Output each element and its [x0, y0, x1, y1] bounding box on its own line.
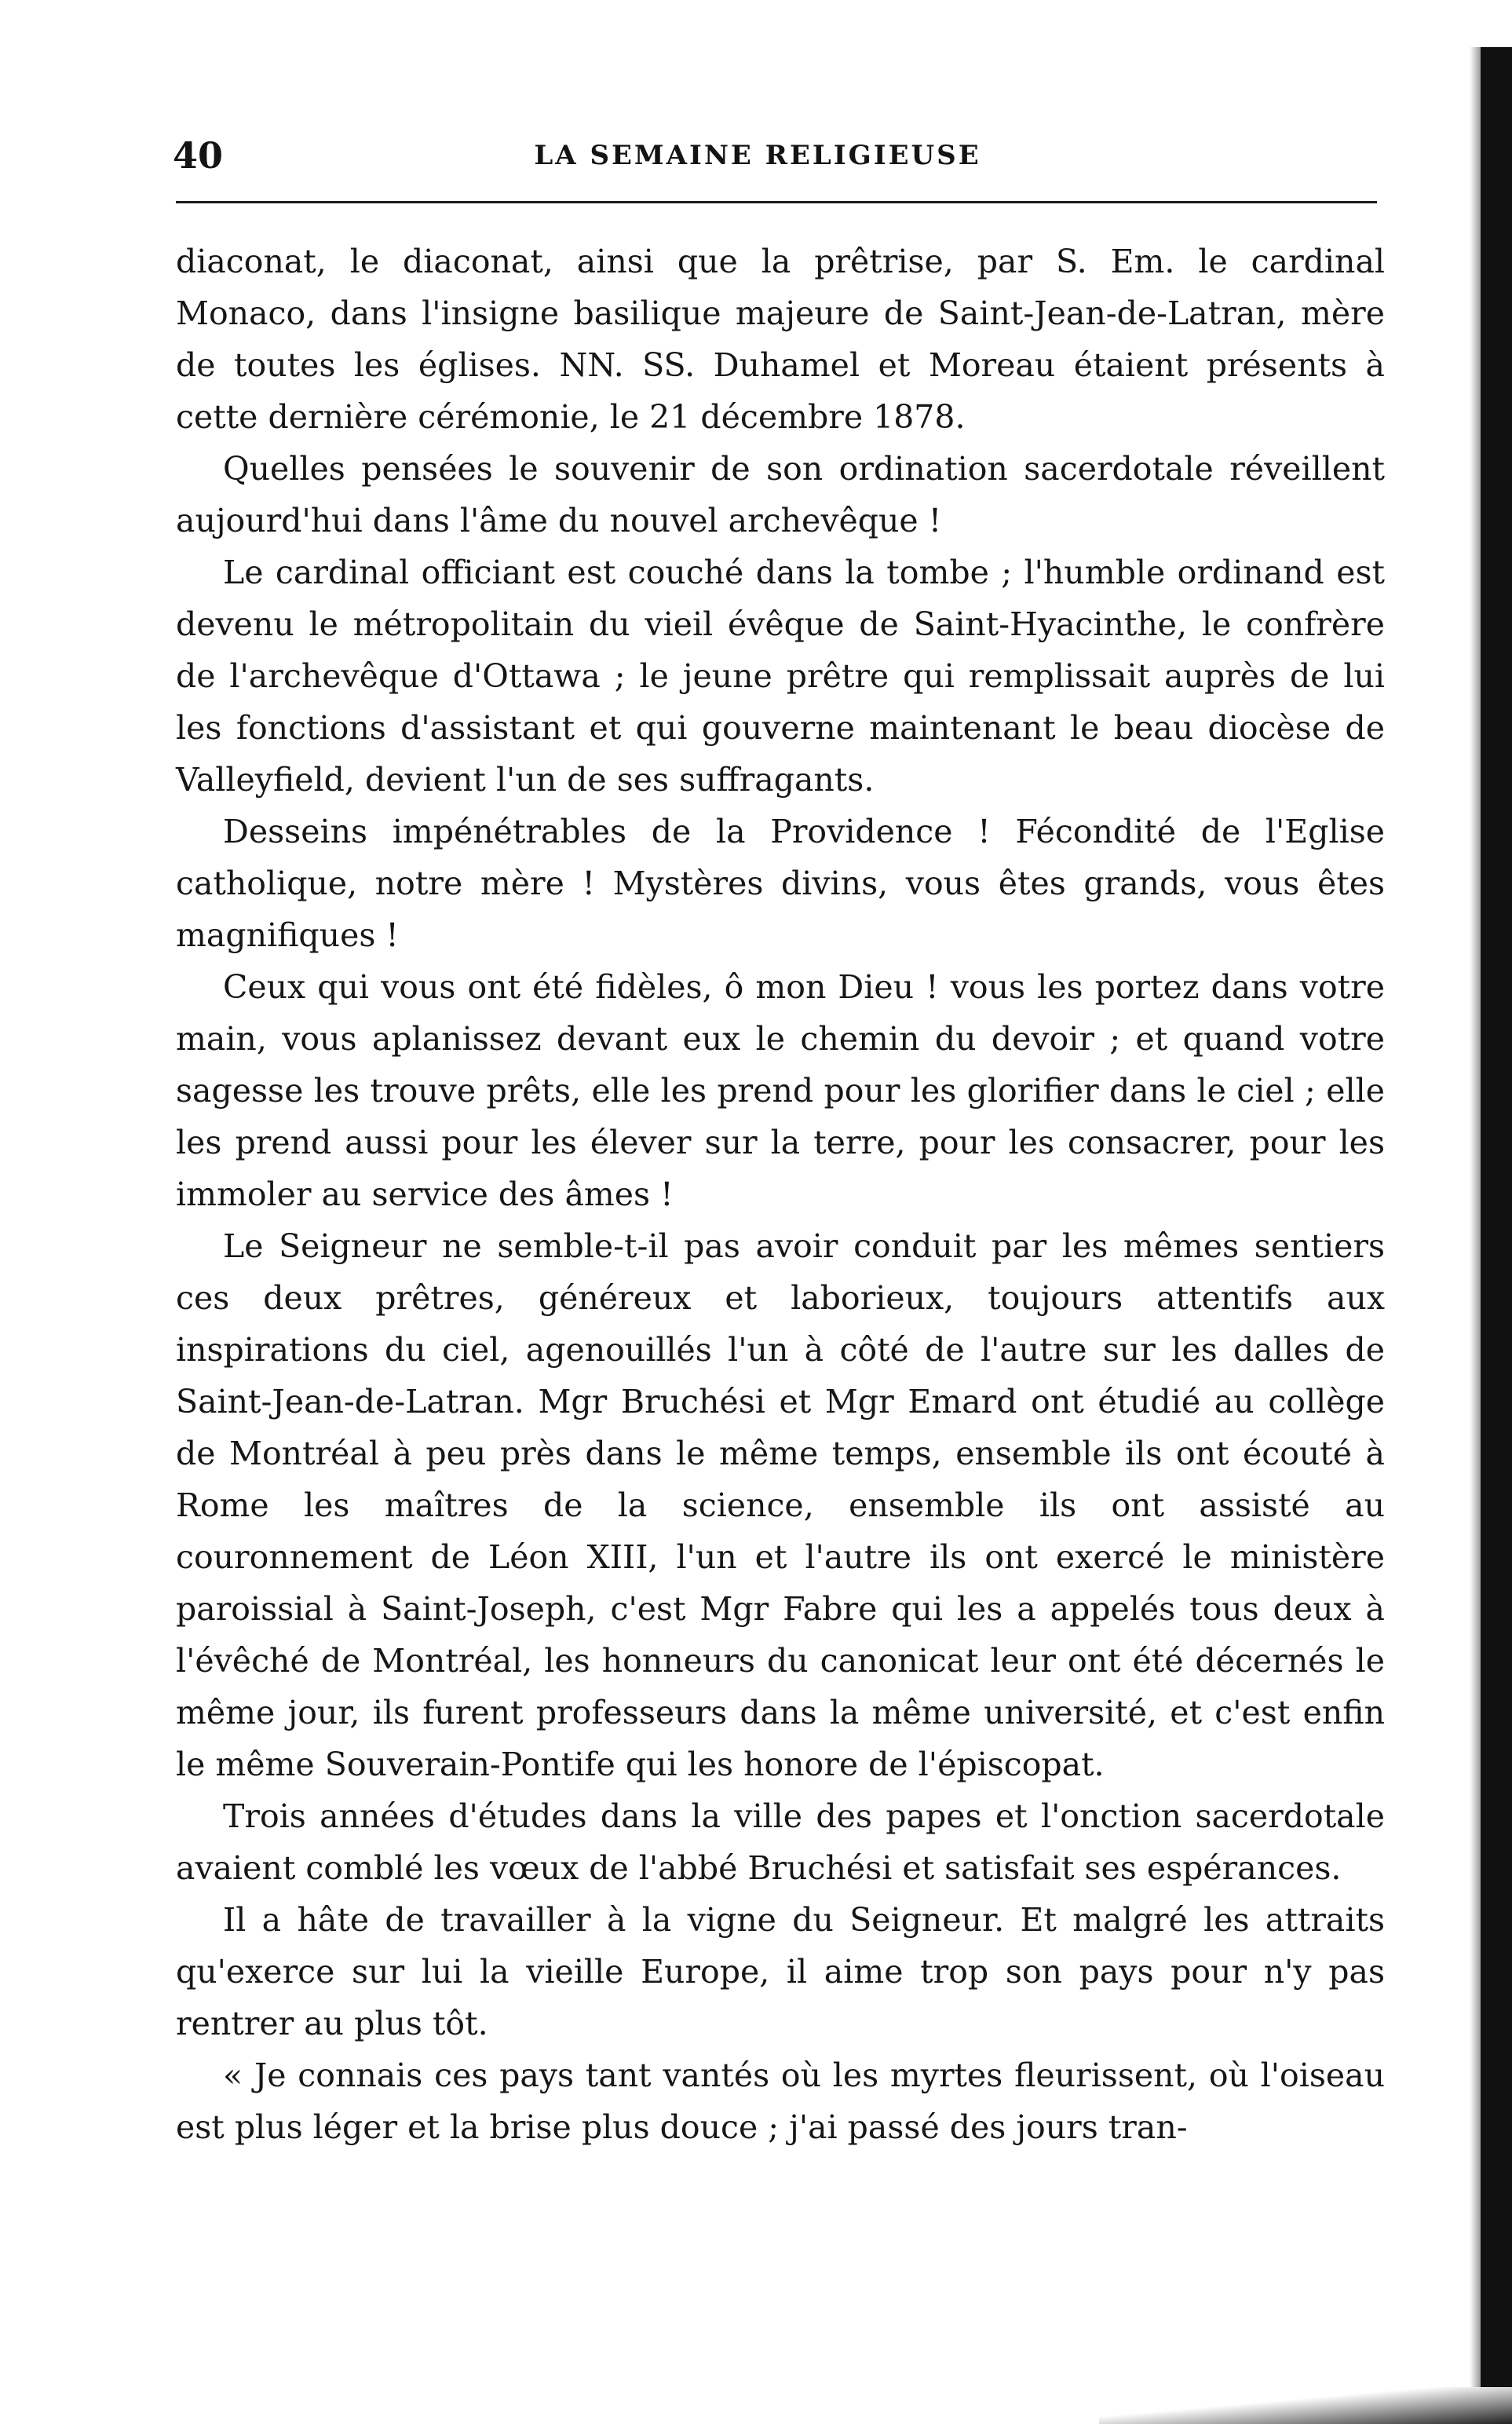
- paragraph: Il a hâte de travailler à la vigne du Seigneur. Et malgré les attraits qu'exerce sur lui la vieille Europe, il aime trop son pays pour n'y pas rentrer au plus tôt.: [176, 1901, 1385, 2042]
- paragraph-continuation: diaconat, le diaconat, ainsi que la prêtrise, par S. Em. le cardinal Monaco, dans l'insigne basilique majeure de Saint-Jean-de-Latran, mère de toutes les églises. NN. SS. Duhamel et Moreau étaient présents à cette dernière cérémonie, le 21 décembre 1878.: [176, 243, 1385, 436]
- body-text: [176, 236, 1385, 2153]
- paragraph: Ceux qui vous ont été fidèles, ô mon Dieu ! vous les portez dans votre main, vous aplanissez devant eux le chemin du devoir ; et quand votre sagesse les trouve prêts, elle les prend pour les glorifier dans le ciel ; elle les prend aussi pour les élever sur la terre, pour les consacrer, pour les immoler au service des âmes !: [176, 968, 1385, 1213]
- page-number: 40: [173, 134, 224, 177]
- running-title: LA SEMAINE RELIGIEUSE: [534, 140, 981, 171]
- binding-shadow: [1470, 47, 1481, 2424]
- page-header: [133, 132, 1382, 179]
- paragraph: Trois années d'études dans la ville des papes et l'onction sacerdotale avaient comblé les vœux de l'abbé Bruchési et satisfait ses espérances.: [176, 1797, 1385, 1887]
- paragraph: Quelles pensées le souvenir de son ordination sacerdotale réveillent aujourd'hui dans l'âme du nouvel archevêque !: [176, 450, 1385, 539]
- binding-edge: [1481, 47, 1512, 2424]
- paragraph: Desseins impénétrables de la Providence ! Fécondité de l'Eglise catholique, notre mère ! Mystères divins, vous êtes grands, vous êtes magnifiques !: [176, 813, 1385, 954]
- paragraph-quote: « Je connais ces pays tant vantés où les myrtes fleurissent, où l'oiseau est plus léger et la brise plus douce ; j'ai passé des jours tran-: [176, 2057, 1385, 2146]
- header-rule: [176, 201, 1377, 203]
- paragraph: Le Seigneur ne semble-t-il pas avoir conduit par les mêmes sentiers ces deux prêtres, généreux et laborieux, toujours attentifs aux inspirations du ciel, agenouillés l'un à côté de l'autre sur les dalles de Saint-Jean-de-Latran. Mgr Bruchési et Mgr Emard ont étudié au collège de Montréal à peu près dans le même temps, ensemble ils ont écouté à Rome les maîtres de la science, ensemble ils ont assisté au couronnement de Léon XIII, l'un et l'autre ils ont exercé le ministère paroissial à Saint-Joseph, c'est Mgr Fabre qui les a appelés tous deux à l'évêché de Montréal, les honneurs du canonicat leur ont été décernés le même jour, ils furent professeurs dans la même université, et c'est enfin le même Souverain-Pontife qui les honore de l'épiscopat.: [176, 1227, 1385, 1783]
- page-corner-shadow: [1099, 2387, 1512, 2424]
- paragraph: Le cardinal officiant est couché dans la tombe ; l'humble ordinand est devenu le métropolitain du vieil évêque de Saint-Hyacinthe, le confrère de l'archevêque d'Ottawa ; le jeune prêtre qui remplissait auprès de lui les fonctions d'assistant et qui gouverne maintenant le beau diocèse de Valleyfield, devient l'un de ses suffragants.: [176, 554, 1385, 799]
